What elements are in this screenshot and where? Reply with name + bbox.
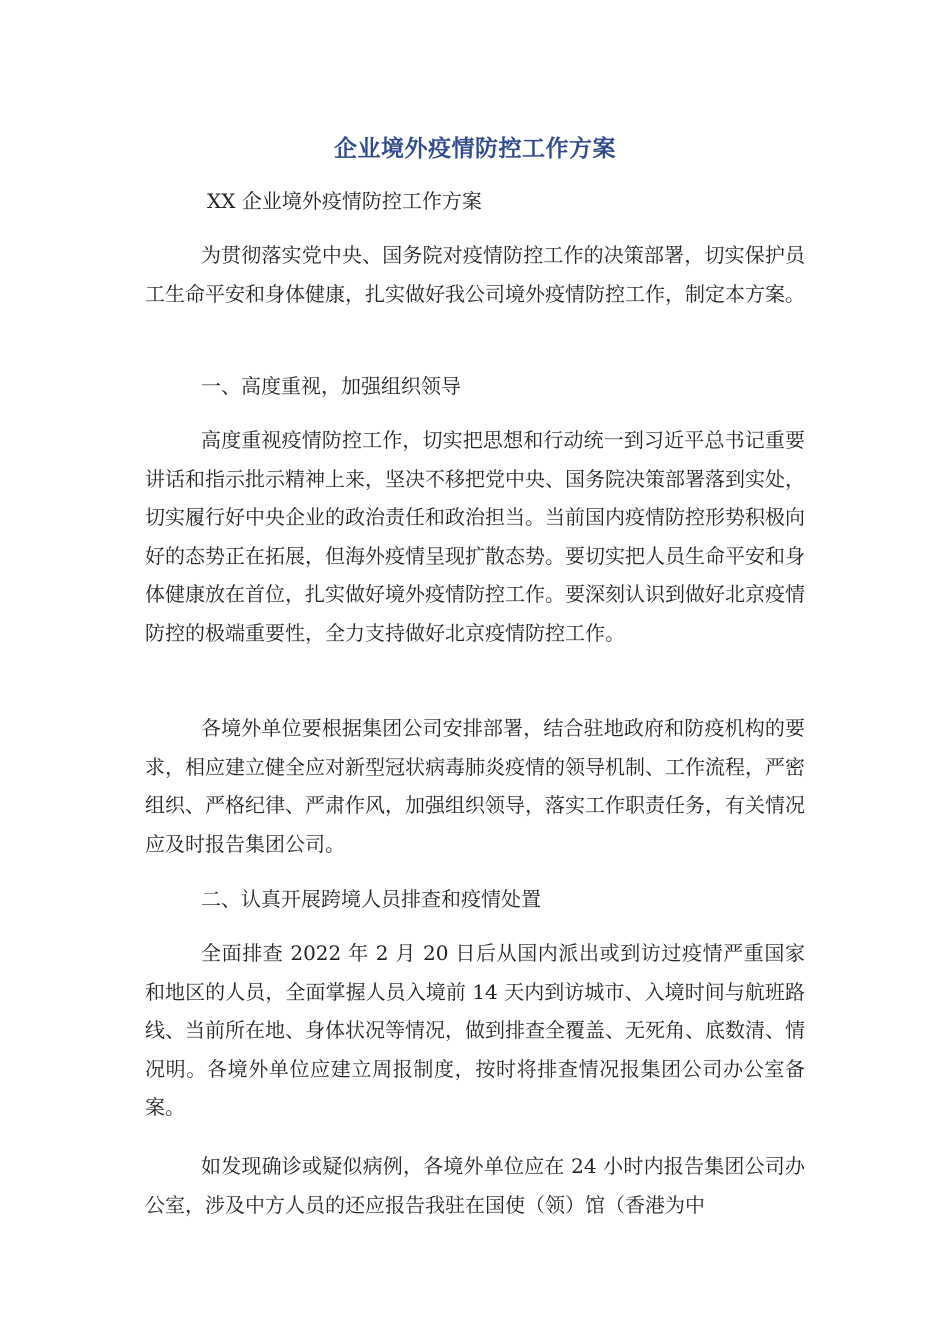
- section-1-paragraph-1: 高度重视疫情防控工作，切实把思想和行动统一到习近平总书记重要讲话和指示批示精神上来，坚决不移把党中央、国务院决策部署落到实处，切实履行好中央企业的政治责任和政治担当。当前国内疫情防控形势积极向好的态势正在拓展，但海外疫情呈现扩散态势。要切实把人员生命平安和身体健康放在首位，扎实做好境外疫情防控工作。要深刻认识到做好北京疫情防控的极端重要性，全力支持做好北京疫情防控工作。: [145, 428, 805, 645]
- document-title: 企业境外疫情防控工作方案: [334, 136, 616, 162]
- intro-paragraph: 为贯彻落实党中央、国务院对疫情防控工作的决策部署，切实保护员工生命平安和身体健康，扎实做好我公司境外疫情防控工作，制定本方案。: [145, 243, 805, 306]
- document-subtitle: XX 企业境外疫情防控工作方案: [207, 189, 482, 213]
- section-2-heading: 二、认真开展跨境人员排查和疫情处置: [201, 887, 541, 911]
- section-2-paragraph-1: 全面排查 2022 年 2 月 20 日后从国内派出或到访过疫情严重国家和地区的人员，全面掌握人员入境前 14 天内到访城市、入境时间与航班路线、当前所在地、身体状况等情况，做到排查全覆盖、无死角、底数清、情况明。各境外单位应建立周报制度，按时将排查情况报集团公司办公室备案。: [145, 941, 805, 1119]
- section-1-paragraph-2: 各境外单位要根据集团公司安排部署，结合驻地政府和防疫机构的要求，相应建立健全应对新型冠状病毒肺炎疫情的领导机制、工作流程，严密组织、严格纪律、严肃作风，加强组织领导，落实工作职责任务，有关情况应及时报告集团公司。: [145, 716, 805, 856]
- section-1-heading: 一、高度重视，加强组织领导: [201, 374, 461, 398]
- section-2-paragraph-2: 如发现确诊或疑似病例，各境外单位应在 24 小时内报告集团公司办公室，涉及中方人员的还应报告我驻在国使（领）馆（香港为中: [145, 1154, 805, 1217]
